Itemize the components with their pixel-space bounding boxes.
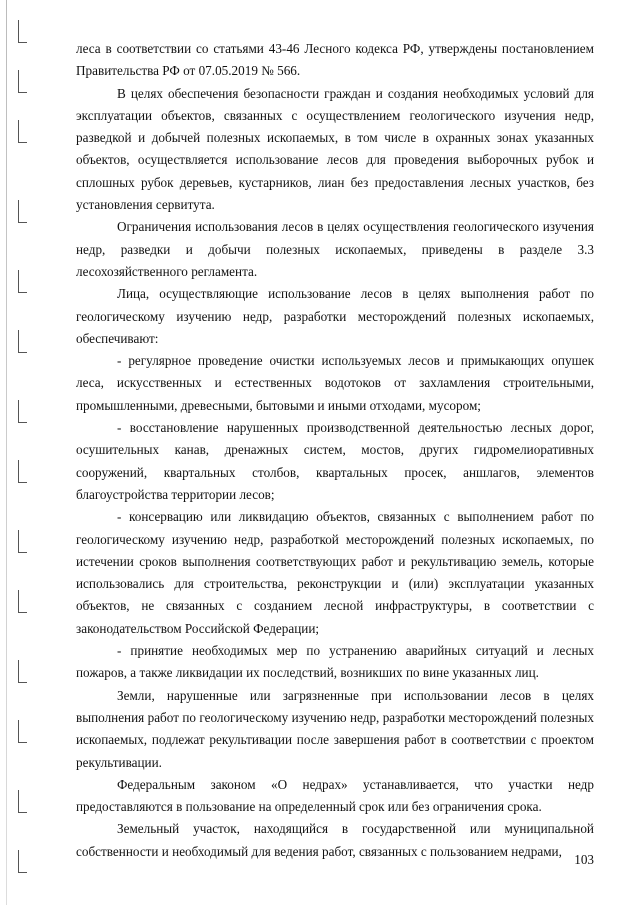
edge-mark (18, 200, 27, 223)
list-item-conservation: - консервацию или ликвидацию объектов, связанных с выполнением работ по геологическому изучению недр, разработкой месторождений полезных ископаемых, по истечении сроков выполнения соответствующих работ и рекультивацию земель, которые использовались для строительства, реконструкции и (или) эксплуатации указанных объектов, не связанных с созданием лесной инфраструктуры, в соответствии с законодательством Российской Федерации; (76, 509, 594, 636)
edge-mark (18, 660, 27, 683)
edge-mark (18, 120, 27, 143)
edge-mark (18, 590, 27, 613)
edge-mark (18, 20, 27, 43)
paragraph-federal-law: Федеральным законом «О недрах» устанавливается, что участки недр предоставляются в пользование на определенный срок или без ограничения срока. (76, 776, 594, 815)
edge-mark (18, 400, 27, 423)
edge-mark (18, 530, 27, 553)
edge-mark (18, 720, 27, 743)
list-item-restoration: - восстановление нарушенных производственной деятельностью лесных дорог, осушительных канав, дренажных систем, мостов, других гидромелиоративных сооружений, квартальных столбов, квартальных просек, аншлагов, элементов благоустройства территории лесов; (76, 420, 594, 502)
list-item-emergency: - принятие необходимых мер по устранению аварийных ситуаций и лесных пожаров, а также ликвидации их последствий, возникших по вине указанных лиц. (76, 643, 594, 681)
edge-mark (18, 270, 27, 293)
paragraph-1: леса в соответствии со статьями 43-46 Лесного кодекса РФ, утверждены постановлением Правительства РФ от 07.05.2019 № 566. (76, 41, 594, 79)
document-body (76, 38, 594, 863)
scan-binding-edge (0, 0, 30, 905)
edge-mark (18, 330, 27, 353)
edge-mark (18, 790, 27, 813)
edge-mark (18, 460, 27, 483)
paragraph-3: Ограничения использования лесов в целях осуществления геологического изучения недр, разведки и добычи полезных ископаемых, приведены в разделе 3.3 лесохозяйственного регламента. (76, 219, 594, 279)
paragraph-land-plot: Земельный участок, находящийся в государственной или муниципальной собственности и необходимый для ведения работ, связанных с пользованием недрами, (76, 821, 594, 859)
list-item-cleaning: - регулярное проведение очистки используемых лесов и примыкающих опушек леса, искусственных и естественных водотоков от захламления строительными, промышленными, древесными, бытовыми и иными отходами, мусором; (76, 353, 594, 413)
edge-mark (18, 850, 27, 873)
paragraph-recultivation: Земли, нарушенные или загрязненные при использовании лесов в целях выполнения работ по геологическому изучению недр, разработки месторождений полезных ископаемых, подлежат рекультивации после завершения работ в соответствии с проектом рекультивации. (76, 687, 594, 770)
paragraph-4: Лица, осуществляющие использование лесов в целях выполнения работ по геологическому изучению недр, разработки месторождений полезных ископаемых, обеспечивают: (76, 286, 594, 346)
edge-mark (18, 70, 27, 93)
page-number: 103 (574, 852, 594, 867)
paragraph-2: В целях обеспечения безопасности граждан и создания необходимых условий для эксплуатации объектов, связанных с осуществлением геологического изучения недр, разведкой и добычей полезных ископаемых, в том числе в охранных зонах указанных объектов, осуществляется использование лесов для проведения выборочных рубок и сплошных рубок деревьев, кустарников, лиан без предоставления лесных участков, без установления сервитута. (76, 85, 594, 213)
edge-line (6, 0, 7, 905)
